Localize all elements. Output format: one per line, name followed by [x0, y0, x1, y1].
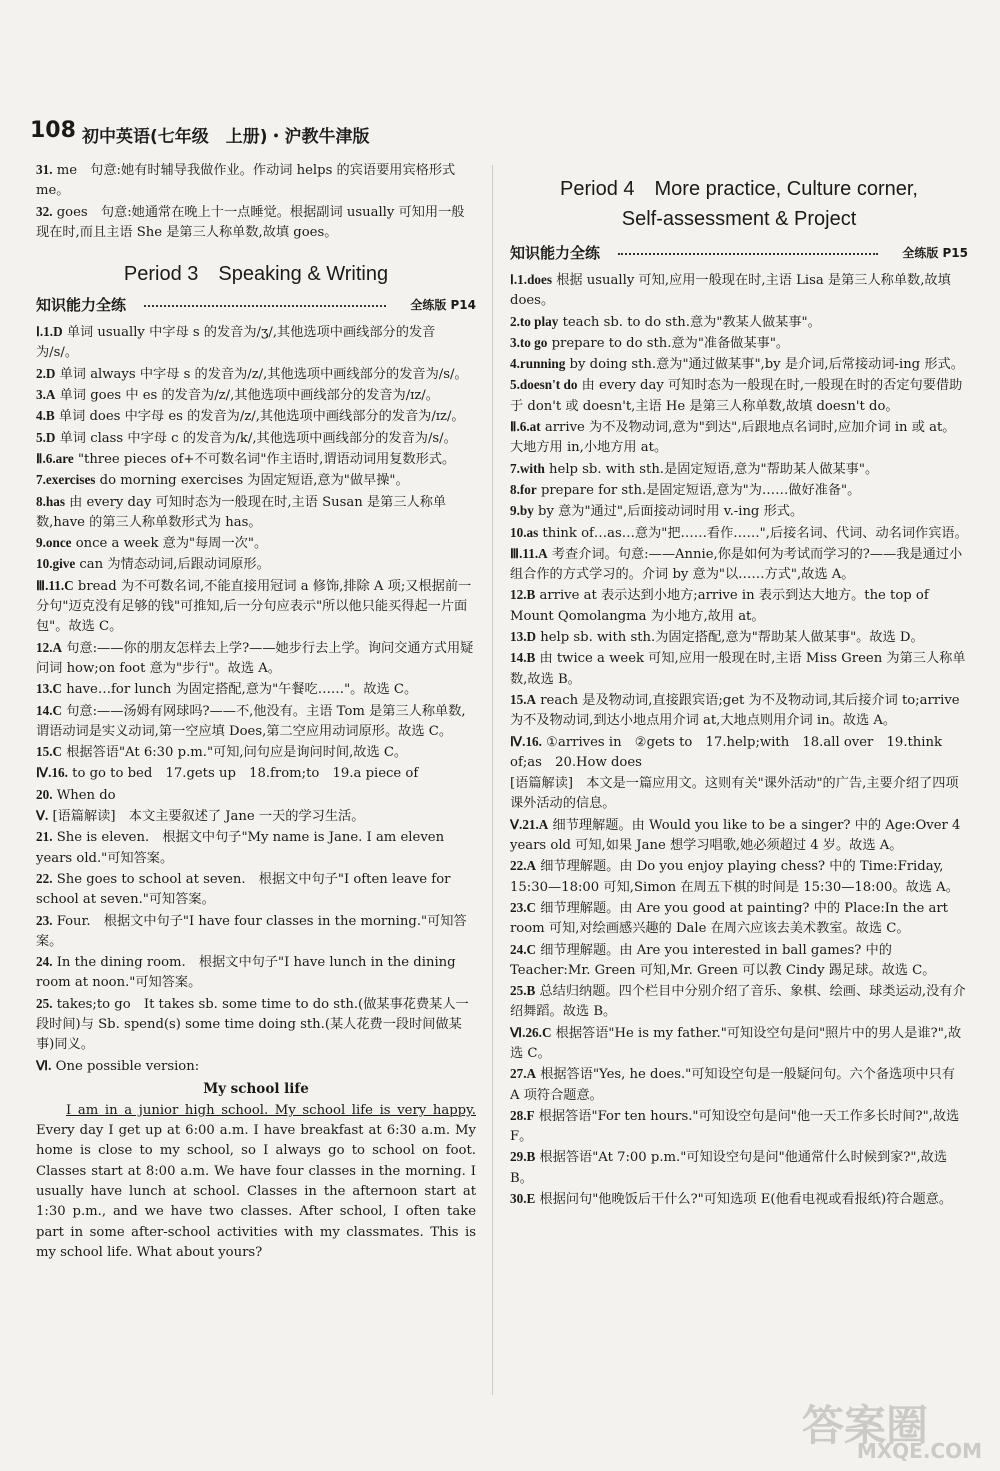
- answer-text: 单词 class 中字母 c 的发音为/k/,其他选项中画线部分的发音为/s/。: [59, 430, 457, 446]
- answer-item: [510, 585, 968, 627]
- answer-item: [36, 385, 476, 406]
- answer-number: 8.for: [510, 481, 537, 497]
- answer-text: 根据答语"Yes, he does."可知设空句是一般疑问句。六个备选项中只有 A 项符合题意。: [510, 1067, 955, 1103]
- answer-number: Ⅳ.16.: [36, 765, 68, 781]
- answer-number: Ⅲ.11.C: [36, 577, 74, 593]
- answer-text: 句意:——你的朋友怎样去上学?——她步行去上学。询问交通方式用疑问词 how;on foot 意为"步行"。故选 A。: [36, 640, 474, 676]
- left-answer-list: [36, 322, 476, 1077]
- answer-item: [510, 417, 968, 459]
- answer-text: to go to bed 17.gets up 18.from;to 19.a piece of: [72, 766, 419, 782]
- answer-number: 15.C: [36, 744, 63, 760]
- answer-item: [510, 648, 968, 690]
- answer-text: In the dining room. 根据文中句子"I have lunch in the dining room at noon."可知答案。: [36, 955, 456, 991]
- answer-item: [36, 492, 476, 534]
- watermark-text: 答案圈: [802, 1401, 929, 1450]
- answer-item: [36, 763, 476, 784]
- answer-number: 10.as: [510, 524, 539, 540]
- answer-item: [510, 1147, 968, 1189]
- section-dots: [618, 253, 878, 255]
- answer-number: 8.has: [36, 493, 65, 509]
- answer-text: 单词 always 中字母 s 的发音为/z/,其他选项中画线部分的发音为/s/。: [59, 366, 468, 382]
- answer-text: me 句意:她有时辅导我做作业。作动词 helps 的宾语要用宾格形式 me。: [36, 163, 456, 199]
- answer-item: [510, 312, 968, 333]
- answer-item: [510, 1064, 968, 1106]
- answer-number: 25.B: [510, 983, 536, 999]
- answer-text: prepare for sth.是固定短语,意为"为……做好准备"。: [540, 482, 861, 498]
- answer-text: prepare to do sth.意为"准备做某事"。: [551, 335, 790, 351]
- answer-number: 2.to play: [510, 313, 559, 329]
- answer-text: She goes to school at seven. 根据文中句子"I often leave for school at seven."可知答案。: [36, 871, 451, 908]
- essay: [36, 1101, 476, 1263]
- answer-item: [36, 576, 476, 638]
- answer-text: When do: [56, 787, 116, 803]
- answer-item: [510, 1106, 968, 1148]
- right-answer-list: [510, 270, 968, 1210]
- answer-item: [510, 940, 968, 982]
- answer-item: [36, 554, 476, 575]
- answer-item: [510, 459, 968, 480]
- answer-item: [36, 322, 476, 364]
- answer-number: 9.once: [36, 535, 72, 551]
- answer-item: [510, 544, 968, 586]
- answer-text: 根据答语"He is my father."可知设空句是问"照片中的男人是谁?",故选 C。: [510, 1025, 962, 1061]
- answer-number: 12.B: [510, 587, 536, 603]
- answer-item: [510, 627, 968, 648]
- answer-text: 由 every day 可知时态为一般现在时,一般现在时的否定句要借助于 don't 或 doesn't,主语 He 是第三人称单数,故填 doesn't do。: [510, 378, 963, 414]
- answer-text: 由 every day 可知时态为一般现在时,主语 Susan 是第三人称单数,have 的第三人称单数形式为 has。: [36, 494, 447, 530]
- answer-text: teach sb. to do sth.意为"教某人做某事"。: [562, 314, 821, 330]
- answer-item: [36, 406, 476, 427]
- answer-item: [36, 638, 476, 680]
- answer-item: [36, 994, 476, 1056]
- answer-item: [510, 333, 968, 354]
- answer-text: [语篇解读] 本文主要叙述了 Jane 一天的学习生活。: [52, 809, 365, 825]
- section-label: 知识能力全练: [510, 242, 604, 263]
- column-divider: [492, 165, 493, 1395]
- answer-text: help sb. with sth.是固定短语,意为"帮助某人做某事"。: [549, 461, 879, 477]
- answer-number: Ⅰ.1.D: [36, 324, 63, 340]
- essay-title: My school life: [203, 1080, 309, 1097]
- answer-number: Ⅱ.6.are: [36, 450, 74, 466]
- answer-number: 15.A: [510, 691, 537, 707]
- answer-text: 细节理解题。由 Are you interested in ball games? 中的 Teacher:Mr. Green 可知,Mr. Green 可以教 Cindy 踢足球。故选 C。: [510, 942, 936, 978]
- section-label: 知识能力全练: [36, 294, 130, 315]
- answer-item: [36, 449, 476, 470]
- answer-item: [510, 773, 968, 815]
- answer-text: can 为情态动词,后跟动词原形。: [79, 557, 270, 573]
- answer-number: 25.: [36, 995, 53, 1011]
- answer-number: 20.: [36, 786, 53, 802]
- answer-item: [36, 533, 476, 554]
- answer-number: 14.C: [36, 702, 63, 718]
- answer-item: [36, 911, 476, 953]
- answer-item: [36, 701, 476, 743]
- essay-rest: Every day I get up at 6:00 a.m. I have breakfast at 6:30 a.m. My home is close to my school, so I always go to school on foot. Classes start at 8:00 a.m. We have four classes in the morning. I usually have lunch at school. Classes in the afternoon start at 1:30 p.m., and we have two classes. After school, I often take part in some after-school activities with my classmates. This is my school life. What about yours?: [36, 1123, 476, 1260]
- answer-number: Ⅰ.1.does: [510, 272, 552, 287]
- answer-item: [36, 785, 476, 806]
- answer-item: [36, 827, 476, 869]
- answer-item: [510, 480, 968, 501]
- answer-text: ①arrives in ②gets to 17.help;with 18.all over 19.think of;as 20.How does: [510, 734, 943, 770]
- answer-number: 23.: [36, 912, 53, 928]
- essay-body: [36, 1101, 476, 1263]
- watermark-url: MXQE.COM: [856, 1439, 982, 1463]
- answer-number: Ⅳ.16.: [510, 733, 542, 749]
- answer-text: 单词 does 中字母 es 的发音为/z/,其他选项中画线部分的发音为/ɪz/。: [58, 409, 465, 425]
- answer-item: [510, 354, 968, 375]
- answer-text: think of…as…意为"把……看作……",后接名词、代词、动名词作宾语。: [542, 525, 968, 541]
- answer-number: Ⅵ.26.C: [510, 1024, 552, 1040]
- answer-text: by 意为"通过",后面接动词时用 v.-ing 形式。: [538, 504, 804, 520]
- answer-text: do morning exercises 为固定短语,意为"做早操"。: [99, 473, 409, 489]
- answer-item: [510, 270, 968, 312]
- answer-text: 总结归纳题。四个栏目中分别介绍了音乐、象棋、绘画、球类运动,没有介绍舞蹈。故选 B。: [510, 984, 966, 1020]
- answer-number: 13.D: [510, 629, 537, 645]
- answer-number: Ⅱ.6.at: [510, 419, 541, 435]
- answer-item: [36, 806, 476, 827]
- section-bar-right: [510, 240, 968, 266]
- answer-text: have…for lunch 为固定搭配,意为"午餐吃……"。故选 C。: [66, 682, 418, 698]
- answer-text: 单词 goes 中 es 的发音为/z/,其他选项中画线部分的发音为/ɪz/。: [59, 388, 439, 404]
- answer-text: help sb. with sth.为固定搭配,意为"帮助某人做某事"。故选 D。: [540, 630, 924, 646]
- answer-item: [36, 202, 476, 244]
- answer-number: 2.D: [36, 365, 56, 381]
- answer-item: [36, 952, 476, 994]
- answer-number: 14.B: [510, 650, 536, 666]
- answer-number: 9.by: [510, 503, 534, 519]
- answer-text: goes 句意:她通常在晚上十一点睡觉。根据副词 usually 可知用一般现在时,而且主语 She 是第三人称单数,故填 goes。: [36, 204, 465, 240]
- section-ref: 全练版 P14: [410, 298, 476, 313]
- watermark-logo: [792, 1393, 982, 1463]
- answer-number: 29.B: [510, 1149, 536, 1165]
- period4-title: [510, 174, 968, 234]
- answer-text: 根据答语"At 6:30 p.m."可知,问句应是询问时间,故选 C。: [66, 745, 408, 761]
- answer-item: [510, 732, 968, 774]
- answer-text: arrive at 表示达到小地方;arrive in 表示到达大地方。the top of Mount Qomolangma 为小地方,故用 at。: [510, 588, 929, 624]
- answer-number: 27.A: [510, 1066, 537, 1082]
- answer-item: [510, 856, 968, 898]
- answer-item: [510, 690, 968, 732]
- answer-text: 由 twice a week 可知,应用一般现在时,主语 Miss Green 为第三人称单数,故选 B。: [510, 651, 966, 687]
- answer-text: [语篇解读] 本文是一篇应用文。这则有关"课外活动"的广告,主要介绍了四项课外活动的信息。: [510, 776, 959, 812]
- answer-number: 13.C: [36, 681, 63, 697]
- answer-text: bread 为不可数名词,不能直接用冠词 a 修饰,排除 A 项;又根据前一分句"迈克没有足够的钱"可推知,后一分句应表示"所以他只能买得起一片面包"。故选 C。: [36, 578, 472, 635]
- answer-number: 24.C: [510, 941, 537, 957]
- answer-number: 31.: [36, 162, 53, 177]
- answer-number: 28.F: [510, 1107, 535, 1123]
- answer-number: 5.D: [36, 429, 56, 445]
- answer-item: [510, 1023, 968, 1065]
- answer-number: Ⅲ.11.A: [510, 545, 548, 561]
- answer-text: One possible version:: [55, 1058, 200, 1074]
- answer-item: [36, 679, 476, 700]
- answer-item: [510, 898, 968, 940]
- answer-number: 30.E: [510, 1191, 536, 1207]
- left-top-items: [36, 160, 476, 243]
- answer-number: 10.give: [36, 556, 76, 572]
- answer-item: [510, 523, 968, 544]
- answer-number: 3.to go: [510, 334, 548, 350]
- answer-text: 根据答语"For ten hours."可知设空句是问"他一天工作多长时间?",故选 F。: [510, 1108, 960, 1145]
- answer-number: 12.A: [36, 639, 63, 655]
- essay-underlined: I am in a junior high school. My school life is very happy.: [66, 1102, 476, 1118]
- answer-text: 单词 usually 中字母 s 的发音为/ʒ/,其他选项中画线部分的发音为/s/。: [36, 325, 436, 361]
- answer-number: 5.doesn't do: [510, 377, 578, 393]
- answer-number: 7.with: [510, 460, 545, 476]
- answer-text: 细节理解题。由 Are you good at painting? 中的 Place:In the art room 可知,对绘画感兴趣的 Dale 在周六应该去美术教室。故选 C。: [510, 900, 948, 937]
- answer-item: [36, 742, 476, 763]
- answer-item: [36, 470, 476, 491]
- answer-number: 22.A: [510, 858, 537, 874]
- answer-item: [36, 1056, 476, 1077]
- answer-text: reach 是及物动词,直接跟宾语;get 为不及物动词,其后接介词 to;arrive 为不及物动词,到达小地点用介词 at,大地点则用介词 in。故选 A。: [510, 692, 960, 729]
- answer-number: Ⅴ.: [36, 808, 49, 824]
- answer-number: 22.: [36, 870, 53, 886]
- answer-item: [36, 428, 476, 449]
- answer-number: 4.running: [510, 356, 566, 372]
- answer-number: 7.exercises: [36, 472, 96, 488]
- answer-item: [510, 501, 968, 522]
- answer-item: [36, 160, 476, 202]
- section-dots: [144, 305, 386, 307]
- answer-item: [36, 869, 476, 911]
- answer-text: arrive 为不及物动词,意为"到达",后跟地点名词时,应加介词 in 或 at。大地方用 in,小地方用 at。: [510, 420, 956, 456]
- answer-number: Ⅵ.: [36, 1057, 52, 1073]
- answer-text: 细节理解题。由 Would you like to be a singer? 中的 Age:Over 4 years old 可知,如果 Jane 想学习唱歌,她必须超过 4 岁。故选 A。: [510, 817, 961, 854]
- left-column: [36, 160, 476, 1390]
- answer-text: 细节理解题。由 Do you enjoy playing chess? 中的 Time:Friday, 15:30—18:00 可知,Simon 在周五下棋的时间是 15:30—18:00。故选 A。: [510, 859, 959, 895]
- answer-item: [510, 375, 968, 417]
- page-number: 108: [30, 118, 76, 143]
- answer-number: 24.: [36, 954, 53, 970]
- page-header: [30, 118, 970, 154]
- answer-item: [510, 1189, 968, 1210]
- answer-item: [36, 364, 476, 385]
- period4-title-line1: Period 4 More practice, Culture corner,: [560, 178, 918, 200]
- answer-text: 考查介词。句意:——Annie,你是如何为考试而学习的?——我是通过小组合作的方式学习的。介词 by 意为"以……方式",故选 A。: [510, 546, 963, 583]
- answer-item: [510, 981, 968, 1023]
- answer-number: 23.C: [510, 899, 537, 915]
- answer-number: 4.B: [36, 408, 55, 424]
- answer-text: "three pieces of+不可数名词"作主语时,谓语动词用复数形式。: [77, 451, 456, 467]
- answer-text: Four. 根据文中句子"I have four classes in the morning."可知答案。: [36, 913, 467, 949]
- answer-text: 根据问句"他晚饭后干什么?"可知选项 E(他看电视或看报纸)符合题意。: [539, 1192, 953, 1208]
- answer-text: once a week 意为"每周一次"。: [75, 536, 268, 552]
- period4-title-line2: Self-assessment & Project: [621, 208, 857, 230]
- section-ref: 全练版 P15: [902, 246, 968, 260]
- answer-number: 32.: [36, 203, 53, 219]
- answer-number: 21.: [36, 829, 53, 845]
- right-column: [510, 160, 968, 1390]
- section-bar-left: [36, 292, 476, 318]
- answer-text: 根据 usually 可知,应用一般现在时,主语 Lisa 是第三人称单数,故填 does。: [510, 273, 951, 309]
- book-title: 初中英语(七年级 上册)・沪教牛津版: [82, 127, 370, 147]
- answer-number: Ⅴ.21.A: [510, 816, 549, 832]
- answer-number: 3.A: [36, 387, 56, 403]
- answer-text: by doing sth.意为"通过做某事",by 是介词,后常接动词-ing 形式。: [569, 357, 964, 373]
- answer-text: takes;to go It takes sb. some time to do sth.(做某事花费某人一段时间)与 Sb. spend(s) some time doing sth.(某人花费一段时间做某事)同义。: [36, 996, 469, 1053]
- answer-text: 根据答语"At 7:00 p.m."可知设空句是问"他通常什么时候到家?",故选 B。: [510, 1150, 948, 1186]
- answer-item: [510, 815, 968, 857]
- period3-title: Period 3 Speaking & Writing: [123, 263, 389, 286]
- answer-text: 句意:——汤姆有网球吗?——不,他没有。主语 Tom 是第三人称单数,谓语动词是实义动词,第一空应填 Does,第二空应用动词原形。故选 C。: [36, 703, 466, 739]
- answer-text: She is eleven. 根据文中句子"My name is Jane. I am eleven years old."可知答案。: [36, 830, 445, 866]
